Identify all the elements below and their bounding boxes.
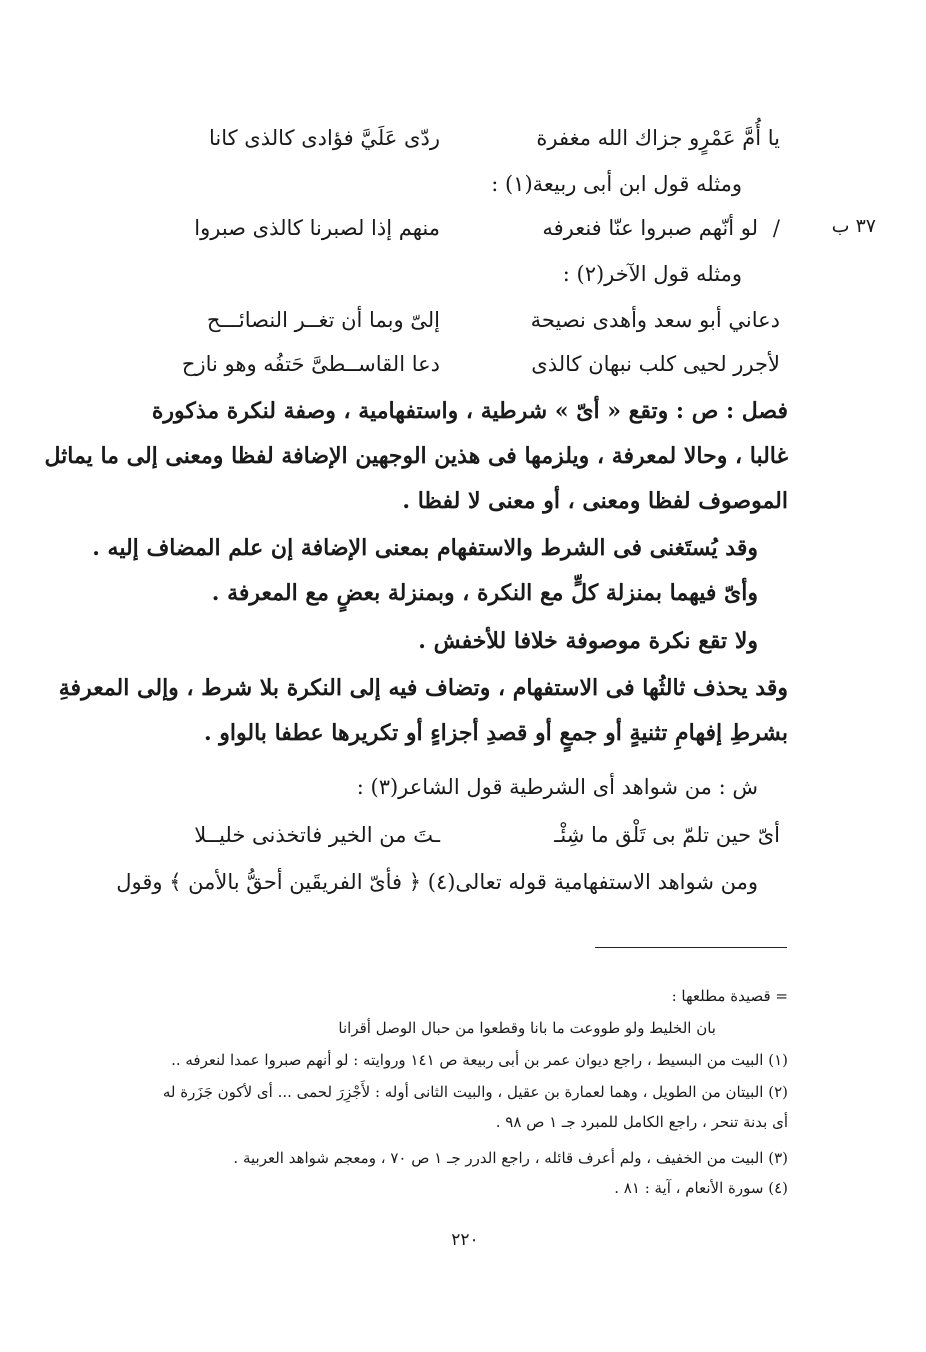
hemistich-second: منهم إذا لصبرنا كالذى صبروا: [194, 216, 440, 240]
footnote-2-cont: أى بدنة تنحر ، راجع الكامل للمبرد جـ ١ ص ٩٨ .: [495, 1113, 788, 1131]
fasl-line-2: غالبا ، وحالا لمعرفة ، ويلزمها فى هذين الوجهين الإضافة لفظا ومعنى إلى ما يماثل: [44, 443, 788, 469]
fasl-line-1: فصل : ص : وتقع « أىّ » شرطية ، واستفهامية ، وصفة لنكرة مذكورة: [151, 398, 788, 424]
footnote-separator: [595, 947, 787, 948]
hemistich-second: ـتَ من الخير فاتخذنى خليــلا: [194, 823, 440, 847]
sharh-line-1: ش : من شواهد أى الشرطية قول الشاعر(٣) :: [356, 775, 758, 799]
poem-verse-3: [120, 308, 780, 348]
margin-folio-note: ٣٧ ب: [831, 215, 876, 237]
hemistich-first: يا أُمَّ عَمْرٍو جزاك الله مغفرة: [536, 126, 780, 150]
fasl-line-3: الموصوف لفظا ومعنى ، أو معنى لا لفظا .: [402, 488, 788, 514]
sharh-verse: [120, 823, 780, 863]
folio-marker: /: [772, 216, 780, 240]
hemistich-first: لأجرر لحيى كلب نبهان كالذى: [531, 352, 780, 376]
example-intro-1: ومثله قول ابن أبى ربيعة(١) :: [491, 172, 742, 196]
hemistich-second: دعا القاســطىَّ حَتفُه وهو نازح: [181, 352, 440, 376]
fasl-line-8: بشرطِ إفهامِ تثنيةٍ أو جمعٍ أو قصدِ أجزاءٍ أو تكريرها عطفا بالواو .: [203, 720, 788, 746]
fasl-line-4: وقد يُستَغنى فى الشرط والاستفهام بمعنى الإضافة إن علم المضاف إليه .: [92, 535, 758, 561]
hemistich-first: لو أنّهم صبروا عنّا فنعرفه: [542, 216, 758, 240]
fasl-line-5: وأىّ فيهما بمنزلة كلٍّ مع النكرة ، وبمنزلة بعضٍ مع المعرفة .: [211, 580, 758, 606]
footnote-4: (٤) سورة الأنعام ، آية : ٨١ .: [614, 1179, 788, 1197]
hemistich-second: إلىّ وبما أن تغــر النصائـــح: [206, 308, 440, 332]
hemistich-first: أىّ حين تلمّ بى تَلْق ما شِئْـ: [554, 823, 780, 847]
footnote-verse: بان الخليط ولو طووعت ما بانا وقطعوا من حبال الوصل أقرانا: [338, 1019, 716, 1037]
example-intro-2: ومثله قول الآخر(٢) :: [562, 262, 742, 286]
page-number: ٢٢٠: [451, 1230, 479, 1250]
poem-verse-1: [120, 126, 780, 166]
fasl-line-7: وقد يحذف ثالثُها فى الاستفهام ، وتضاف فيه إلى النكرة بلا شرط ، وإلى المعرفةِ: [58, 675, 788, 701]
fasl-line-6: ولا تقع نكرة موصوفة خلافا للأخفش .: [418, 628, 758, 654]
footnote-1: (١) البيت من البسيط ، راجع ديوان عمر بن أبى ربيعة ص ١٤١ وروايته : لو أنهم صبروا عمدا لنعرفه ..: [171, 1051, 788, 1069]
poem-verse-4: [120, 352, 780, 392]
hemistich-second: ردّى عَلَيَّ فؤادى كالذى كانا: [208, 126, 440, 150]
sharh-line-2: ومن شواهد الاستفهامية قوله تعالى(٤) ﴿ فأىّ الفريقَين أحقُّ بالأمن ﴾ وقول: [116, 870, 758, 894]
footnote-2: (٢) البيتان من الطويل ، وهما لعمارة بن عقيل ، والبيت الثانى أوله : لأَجْزِرَ لحمى ... أى لأكون جَزَرة له: [162, 1083, 788, 1101]
footnote-3: (٣) البيت من الخفيف ، ولم أعرف قائله ، راجع الدرر جـ ١ ص ٧٠ ، ومعجم شواهد العربية .: [233, 1149, 788, 1167]
poem-verse-2: [120, 216, 780, 256]
hemistich-first: دعاني أبو سعد وأهدى نصيحة: [530, 308, 780, 332]
footnote-continuation: = قصيدة مطلعها :: [671, 987, 788, 1005]
